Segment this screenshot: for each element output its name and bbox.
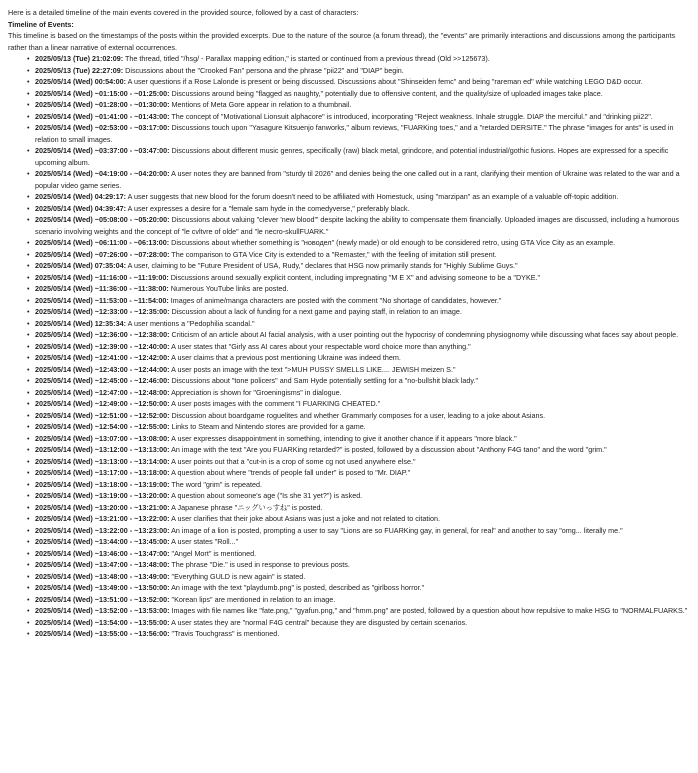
event-timestamp: 2025/05/14 (Wed) ~12:45:00 - ~12:46:00: <box>35 376 170 385</box>
event-timestamp: 2025/05/14 (Wed) ~12:36:00 - ~12:38:00: <box>35 330 170 339</box>
event-timestamp: 2025/05/14 (Wed) ~13:54:00 - ~13:55:00: <box>35 617 170 627</box>
intro-paragraph: Here is a detailed timeline of the main events covered in the provided source, followed by a cast of characters: <box>8 8 359 17</box>
timeline-item <box>27 191 690 203</box>
event-description: The phrase "Die." is used in response to previous posts. <box>169 560 350 569</box>
event-timestamp: 2025/05/14 (Wed) ~03:37:00 - ~03:47:00: <box>35 146 170 155</box>
event-description: Discussions about "tone policers" and Sam Hyde potentially settling for a "no-bullshit black lady." <box>169 376 479 385</box>
event-timestamp: 2025/05/14 (Wed) ~11:16:00 - ~11:19:00: <box>35 272 169 282</box>
event-description: "Everything GULD is new again" is stated. <box>169 571 306 581</box>
timeline-item <box>27 237 690 249</box>
timeline-item <box>27 214 690 237</box>
timeline-item <box>27 536 690 548</box>
timeline-item <box>27 582 690 594</box>
event-timestamp: 2025/05/14 (Wed) ~13:12:00 - ~13:13:00: <box>35 445 170 454</box>
timeline-item <box>27 490 690 502</box>
event-description: A user points out that a "cut-in is a crop of some cg not used anywhere else." <box>169 456 416 466</box>
timeline-description: This timeline is based on the timestamps of the posts within the provided excerpts. Due to the nature of the source (a forum thread), the "events" are primarily interactions and discussions among the participants rather than a linear narrative of external occurrences. <box>8 31 676 52</box>
event-description: Discussions touch upon "Yasagure Kitsuenjo fanworks," album reviews, "FUARKing toes," and a "retarded DERSITE." The phrase "images for ants" is used in relation to small images. <box>35 123 674 144</box>
timeline-item <box>27 249 690 261</box>
event-description: Discussion about boardgame roguelites and whether Grammarly composes for a user, leading to a joke about Asians. <box>169 410 546 420</box>
timeline-item <box>27 594 690 606</box>
event-description: Discussions around sexually explicit content, including impregnating "M E X" and advising someone to be a "DYKE." <box>168 272 541 282</box>
timeline-item <box>27 617 690 629</box>
event-timestamp: 2025/05/14 (Wed) ~12:41:00 - ~12:42:00: <box>35 353 170 362</box>
event-description: A user claims that a previous post mentioning Ukraine was indeed them. <box>169 353 401 362</box>
timeline-item <box>27 605 690 617</box>
timeline-item <box>27 272 690 284</box>
event-description: Discussions about valuing "clever 'new blood'" despite lacking the ability to compensate them financially. Uploaded images are discussed, including a humorous scenario involving weights and the concept of "le cvltvre of olde" and "le necro-skullFUARK." <box>35 215 680 236</box>
event-description: A user posts an image with the text ">MUH PUSSY SMELLS LIKE.... JEWISH meizen S." <box>169 364 456 374</box>
event-timestamp: 2025/05/14 (Wed) ~13:49:00 - ~13:50:00: <box>35 583 170 592</box>
event-timestamp: 2025/05/14 (Wed) ~12:39:00 - ~12:40:00: <box>35 341 170 351</box>
event-timestamp: 2025/05/14 (Wed) ~11:36:00 - ~11:38:00: <box>35 284 169 293</box>
event-timestamp: 2025/05/14 (Wed) ~12:51:00 - ~12:52:00: <box>35 410 170 420</box>
timeline-list <box>8 53 690 640</box>
event-description: Discussion about a lack of funding for a next game and paying staff, in relation to an image. <box>169 307 462 316</box>
event-description: The word "grim" is repeated. <box>169 479 262 489</box>
event-description: Appreciation is shown for "Groeningisms" in dialogue. <box>169 387 342 397</box>
timeline-item <box>27 145 690 168</box>
event-timestamp: 2025/05/14 (Wed) ~13:07:00 - ~13:08:00: <box>35 433 170 443</box>
event-timestamp: 2025/05/14 (Wed) ~13:52:00 - ~13:53:00: <box>35 606 170 615</box>
timeline-item <box>27 456 690 468</box>
event-description: A user clarifies that their joke about Asians was just a joke and not related to citation. <box>169 514 440 523</box>
timeline-item <box>27 433 690 445</box>
event-description: The comparison to GTA Vice City is extended to a "Remaster," with the feeling of imitation still present. <box>169 249 497 259</box>
event-timestamp: 2025/05/14 (Wed) 07:35:04: <box>35 261 126 270</box>
timeline-item <box>27 410 690 422</box>
timeline-item <box>27 375 690 387</box>
event-timestamp: 2025/05/14 (Wed) ~13:13:00 - ~13:14:00: <box>35 456 170 466</box>
event-timestamp: 2025/05/14 (Wed) ~13:44:00 - ~13:45:00: <box>35 537 170 546</box>
event-description: A user suggests that new blood for the forum doesn't need to be affiliated with Homestuck, using "marzipan" as an example of a valuable off-topic addition. <box>125 192 619 201</box>
event-description: The thread, titled "/hsg/ - Parallax mapping edition," is started or continued from a previous thread (Old >>125673). <box>123 54 490 63</box>
event-timestamp: 2025/05/14 (Wed) ~01:15:00 - ~01:25:00: <box>35 88 170 98</box>
event-timestamp: 2025/05/13 (Tue) 21:02:09: <box>35 54 124 63</box>
event-timestamp: 2025/05/14 (Wed) 00:54:00: <box>35 77 126 86</box>
timeline-item <box>27 122 690 145</box>
event-description: Images with file names like "fate.png," "gyafun.png," and "hmm.png" are posted, followed by a question about how repulsive to make HSG to "NORMALFUARKS." <box>169 606 688 615</box>
timeline-item <box>27 559 690 571</box>
event-description: "Angel Mort" is mentioned. <box>169 548 257 558</box>
timeline-item <box>27 329 690 341</box>
timeline-item <box>27 203 690 215</box>
timeline-item <box>27 398 690 410</box>
event-description: A question about someone's age ("Is she 31 yet?") is asked. <box>169 491 363 500</box>
timeline-item <box>27 467 690 479</box>
event-timestamp: 2025/05/14 (Wed) ~12:54:00 - ~12:55:00: <box>35 422 170 431</box>
event-description: A user questions if a Rose Lalonde is present or being discussed. Discussions about "Shinseiden femc" and being "rareman ed" while watching LEGO D&D occur. <box>125 77 643 86</box>
timeline-item <box>27 502 690 514</box>
timeline-item <box>27 513 690 525</box>
timeline-item <box>27 387 690 399</box>
timeline-item <box>27 295 690 307</box>
event-timestamp: 2025/05/14 (Wed) ~05:08:00 - ~05:20:00: <box>35 215 170 224</box>
timeline-item <box>27 76 690 88</box>
event-timestamp: 2025/05/14 (Wed) ~13:46:00 - ~13:47:00: <box>35 548 170 558</box>
event-description: A user states that "Girly ass AI cares about your respectable word choice more than anything." <box>169 341 471 351</box>
timeline-item <box>27 364 690 376</box>
event-description: An image with the text "playdumb.png" is posted, described as "girlboss horror." <box>169 583 425 592</box>
event-description: Discussions around being "flagged as naughty," potentially due to offensive content, and the quality/size of uploaded images take place. <box>169 88 603 98</box>
timeline-item <box>27 283 690 295</box>
event-timestamp: 2025/05/14 (Wed) ~13:21:00 - ~13:22:00: <box>35 514 170 523</box>
event-description: Discussions about different music genres, specifically (raw) black metal, grindcore, and potential industrial/gothic fusions. Hopes are expressed for a specific upcoming album. <box>35 146 669 167</box>
event-description: A Japanese phrase "ニッグいっすね" is posted. <box>169 502 323 512</box>
event-description: An image with the text "Are you FUARKing retarded?" is posted, followed by a discussion about "Anthony F4G tano" and the word "grim." <box>169 445 607 454</box>
event-description: Images of anime/manga characters are posted with the comment "No shortage of candidates, however." <box>168 295 502 305</box>
event-timestamp: 2025/05/14 (Wed) ~13:17:00 - ~13:18:00: <box>35 468 170 477</box>
event-description: A user expresses a desire for a "female sam hyde in the comedyverse," preferably black. <box>125 203 410 213</box>
event-description: Mentions of Meta Gore appear in relation to a thumbnail. <box>169 100 352 109</box>
timeline-item <box>27 352 690 364</box>
event-description: A user states "Roll..." <box>169 537 239 546</box>
event-description: A question about where "trends of people fall under" is posed to "Mr. DIAP." <box>169 468 411 477</box>
event-description: Discussions about whether something is "новодел" (newly made) or old enough to be considered retro, using GTA Vice City as an example. <box>169 238 616 247</box>
event-timestamp: 2025/05/14 (Wed) ~04:19:00 - ~04:20:00: <box>35 169 170 178</box>
event-description: A user, claiming to be "Future President of USA, Rudy," declares that HSG now primarily stands for "Highly Sublime Guys." <box>125 261 518 270</box>
event-description: "Travis Touchgrass" is mentioned. <box>169 629 280 638</box>
event-description: A user posts images with the comment "I FUARKING CHEATED." <box>169 399 381 408</box>
timeline-item <box>27 341 690 353</box>
timeline-item <box>27 479 690 491</box>
event-timestamp: 2025/05/14 (Wed) 04:29:17: <box>35 192 126 201</box>
timeline-item <box>27 525 690 537</box>
event-timestamp: 2025/05/14 (Wed) ~13:20:00 - ~13:21:00: <box>35 502 170 512</box>
timeline-item <box>27 571 690 583</box>
event-timestamp: 2025/05/14 (Wed) ~12:49:00 - ~12:50:00: <box>35 399 170 408</box>
event-timestamp: 2025/05/14 (Wed) ~13:48:00 - ~13:49:00: <box>35 571 170 581</box>
timeline-item <box>27 53 690 65</box>
event-description: A user notes they are banned from "sturdy til 2026" and denies being the one called out in a rant, clarifying their mention of Ukraine was related to the war and a popular video game series. <box>35 169 680 190</box>
event-description: A user states they are "normal F4G central" because they are disgusted by certain scenarios. <box>169 617 468 627</box>
timeline-item <box>27 628 690 640</box>
event-description: Discussions about the "Crooked Fan" persona and the phrase "pii22" and "DIAP" begin. <box>123 65 404 75</box>
timeline-item <box>27 421 690 433</box>
event-timestamp: 2025/05/14 (Wed) ~12:33:00 - ~12:35:00: <box>35 307 170 316</box>
event-description: Numerous YouTube links are posted. <box>168 284 289 293</box>
event-timestamp: 2025/05/14 (Wed) 04:39:47: <box>35 203 126 213</box>
event-timestamp: 2025/05/14 (Wed) ~01:28:00 - ~01:30:00: <box>35 100 170 109</box>
event-timestamp: 2025/05/14 (Wed) ~11:53:00 - ~11:54:00: <box>35 295 169 305</box>
event-description: Criticism of an article about AI facial analysis, with a user pointing out the hypocrisy of condemning physiognomy while discussing what faces say about people. <box>169 330 679 339</box>
event-timestamp: 2025/05/14 (Wed) ~13:51:00 - ~13:52:00: <box>35 594 170 604</box>
event-description: A user mentions a "Pedophilia scandal." <box>125 318 255 328</box>
event-timestamp: 2025/05/14 (Wed) ~12:47:00 - ~12:48:00: <box>35 387 170 397</box>
timeline-item <box>27 444 690 456</box>
timeline-item <box>27 306 690 318</box>
event-description: "Korean lips" are mentioned in relation to an image. <box>169 594 336 604</box>
event-timestamp: 2025/05/14 (Wed) ~13:22:00 - ~13:23:00: <box>35 525 170 535</box>
event-description: Links to Steam and Nintendo stores are provided for a game. <box>169 422 366 431</box>
timeline-item <box>27 318 690 330</box>
event-description: An image of a lion is posted, prompting a user to say "Lions are so FUARKing gay, in general, for real" and another to say "omg... literally me." <box>169 525 623 535</box>
timeline-heading: Timeline of Events: <box>8 19 74 29</box>
timeline-item <box>27 548 690 560</box>
event-timestamp: 2025/05/14 (Wed) ~12:43:00 - ~12:44:00: <box>35 364 170 374</box>
event-timestamp: 2025/05/14 (Wed) ~06:11:00 - ~06:13:00: <box>35 238 170 247</box>
timeline-item <box>27 65 690 77</box>
timeline-item <box>27 111 690 123</box>
timeline-item <box>27 260 690 272</box>
event-timestamp: 2025/05/14 (Wed) ~02:53:00 - ~03:17:00: <box>35 123 170 132</box>
timeline-item <box>27 99 690 111</box>
event-timestamp: 2025/05/14 (Wed) ~13:19:00 - ~13:20:00: <box>35 491 170 500</box>
event-timestamp: 2025/05/14 (Wed) ~07:26:00 - ~07:28:00: <box>35 249 170 259</box>
event-description: A user expresses disappointment in something, intending to give it another chance if it appears "more black." <box>169 433 517 443</box>
event-timestamp: 2025/05/14 (Wed) 12:35:34: <box>35 318 126 328</box>
event-timestamp: 2025/05/14 (Wed) ~13:55:00 - ~13:56:00: <box>35 629 170 638</box>
event-timestamp: 2025/05/14 (Wed) ~01:41:00 - ~01:43:00: <box>35 111 170 121</box>
event-timestamp: 2025/05/14 (Wed) ~13:18:00 - ~13:19:00: <box>35 479 170 489</box>
timeline-item <box>27 168 690 191</box>
event-description: The concept of "Motivational Lionsuit alphacore" is introduced, incorporating "Reject weakness. Inhale struggle. DIAP the merciful." and "drinking pii22". <box>169 111 653 121</box>
event-timestamp: 2025/05/14 (Wed) ~13:47:00 - ~13:48:00: <box>35 560 170 569</box>
event-timestamp: 2025/05/13 (Tue) 22:27:09: <box>35 65 124 75</box>
timeline-item <box>27 88 690 100</box>
